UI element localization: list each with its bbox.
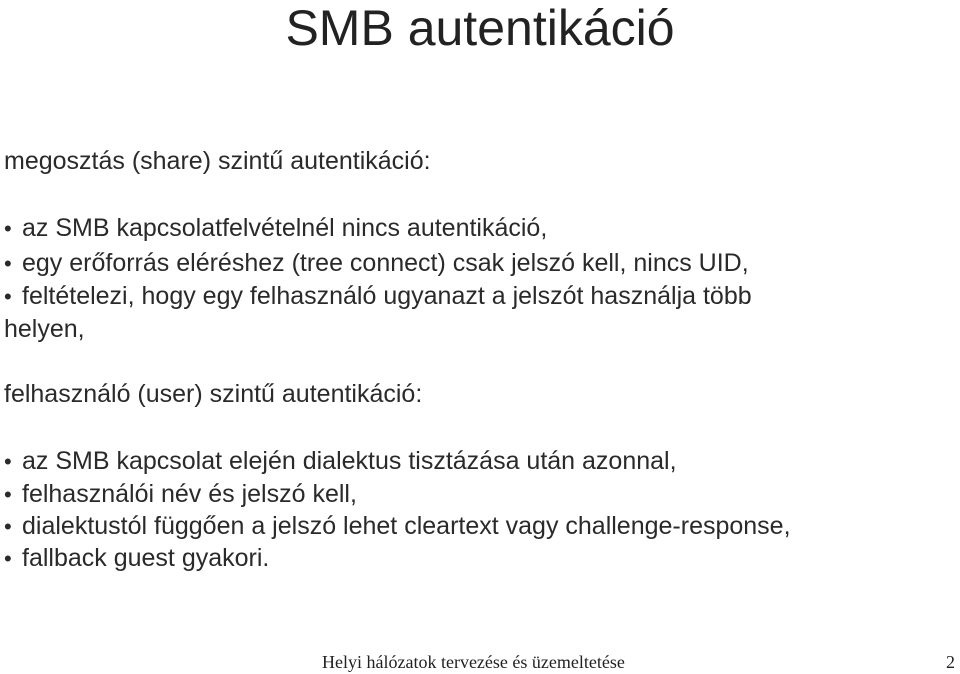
slide-title: SMB autentikáció [285,0,675,56]
page-number: 2 [946,652,955,672]
list-item-text: fallback guest gyakori. [22,544,270,572]
list-item-text: egy erőforrás eléréshez (tree connect) csak jelszó kell, nincs UID, [22,249,749,277]
bullet-icon: • [4,482,12,507]
list-item [4,543,269,574]
bullet-icon: • [4,216,12,241]
list-item [4,511,791,542]
list-item [4,281,752,312]
list-item [4,479,357,510]
bullet-icon: • [4,449,12,474]
bullet-icon: • [4,251,12,276]
footer-title: Helyi hálózatok tervezése és üzemeltetése [322,652,625,672]
list-item-text: feltételezi, hogy egy felhasználó ugyanazt a jelszót használja több [22,282,752,310]
bullet-icon: • [4,546,12,571]
list-item [4,446,677,477]
list-item [4,248,749,279]
bullet-icon: • [4,284,12,309]
list-item-text: dialektustól függően a jelszó lehet cleartext vagy challenge-response, [22,512,791,540]
bullet-icon: • [4,514,12,539]
list-item-continuation: helyen, [4,315,85,343]
list-item [4,213,547,244]
user-section-heading: felhasználó (user) szintű autentikáció: [4,380,423,408]
share-section-heading: megosztás (share) szintű autentikáció: [4,147,431,175]
list-item-text: felhasználói név és jelszó kell, [22,480,357,508]
list-item-text: az SMB kapcsolatfelvételnél nincs autentikáció, [22,214,548,242]
list-item-text: az SMB kapcsolat elején dialektus tisztázása után azonnal, [22,447,677,475]
